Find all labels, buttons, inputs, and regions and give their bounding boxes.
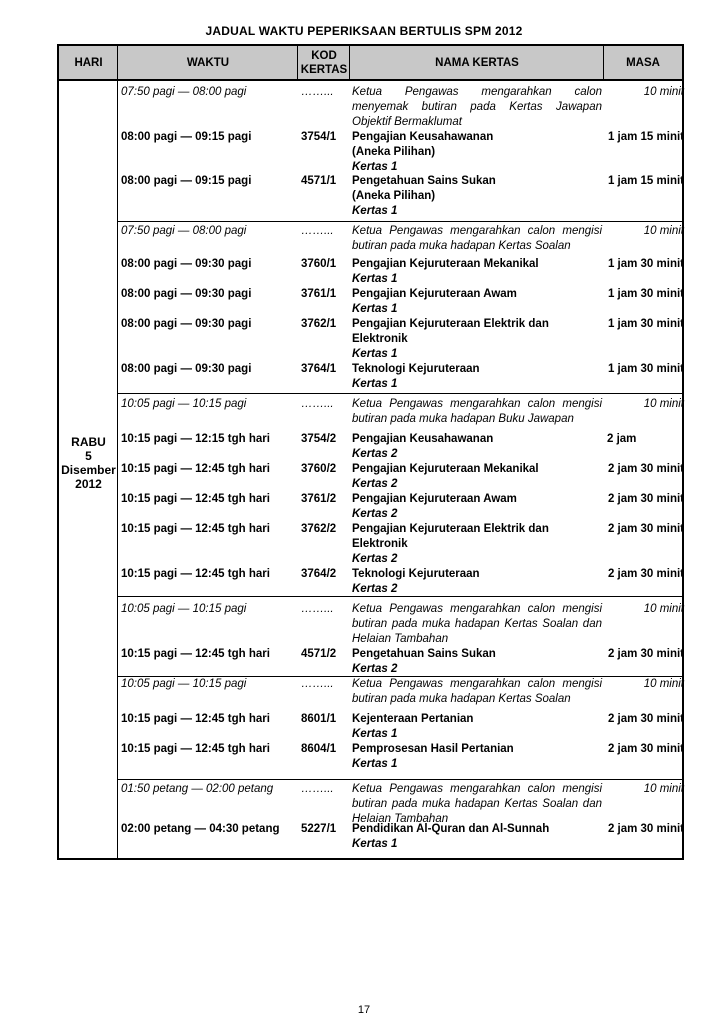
time-cell: 08:00 pagi — 09:30 pagi — [121, 318, 252, 330]
header-waktu: WAKTU — [186, 56, 230, 69]
code-cell: ……... — [301, 783, 334, 795]
duration-cell: 10 minit — [643, 783, 684, 795]
time-cell: 10:15 pagi — 12:45 tgh hari — [121, 523, 270, 535]
day-month: Disember — [61, 463, 116, 477]
duration-cell: 10 minit — [643, 678, 684, 690]
paper-name-cell — [352, 522, 602, 566]
time-cell: 10:05 pagi — 10:15 pagi — [121, 678, 247, 690]
duration-cell: 1 jam 30 minit — [607, 288, 684, 300]
paper-name-cell — [352, 362, 602, 392]
paper-number: Kertas 2 — [352, 552, 398, 565]
code-cell: ……... — [301, 225, 334, 237]
paper-name: Teknologi Kejuruteraan — [352, 568, 480, 580]
instruction-cell: Ketua Pengawas mengarahkan calon menyemak butiran pada Kertas Jawapan Objektif Bermaklumat — [352, 86, 602, 128]
time-cell: 07:50 pagi — 08:00 pagi — [121, 225, 247, 237]
day-year: 2012 — [75, 477, 102, 491]
table-header — [59, 46, 682, 81]
header-kod-line2: KERTAS — [300, 63, 348, 76]
time-cell: 10:15 pagi — 12:45 tgh hari — [121, 568, 270, 580]
instruction-cell: Ketua Pengawas mengarahkan calon mengisi butiran pada muka hadapan Kertas Soalan dan Helaian Tambahan — [352, 603, 602, 645]
duration-cell: 10 minit — [643, 398, 684, 410]
paper-number: Kertas 1 — [352, 204, 398, 217]
paper-name: Pengajian Kejuruteraan Mekanikal — [352, 258, 539, 270]
paper-name: Pengajian Kejuruteraan Elektrik dan — [352, 318, 549, 330]
duration-cell: 2 jam 30 minit — [607, 493, 684, 505]
duration-cell: 1 jam 30 minit — [607, 318, 684, 330]
time-cell: 07:50 pagi — 08:00 pagi — [121, 86, 247, 98]
day-date: 5 — [85, 449, 92, 463]
paper-name-cell — [352, 432, 602, 462]
paper-name: Pengajian Kejuruteraan Awam — [352, 288, 517, 300]
paper-number: Kertas 1 — [352, 727, 398, 740]
duration-cell: 1 jam 30 minit — [607, 363, 684, 375]
time-cell: 08:00 pagi — 09:15 pagi — [121, 175, 252, 187]
duration-cell: 2 jam 30 minit — [607, 823, 684, 835]
time-cell: 08:00 pagi — 09:15 pagi — [121, 131, 252, 143]
paper-name: Teknologi Kejuruteraan — [352, 363, 480, 375]
paper-number: Kertas 1 — [352, 302, 398, 315]
code-cell: 3761/1 — [301, 288, 337, 300]
duration-cell: 2 jam 30 minit — [607, 743, 684, 755]
instruction-cell: Ketua Pengawas mengarahkan calon mengisi butiran pada muka hadapan Kertas Soalan — [352, 225, 602, 252]
timetable — [57, 44, 684, 860]
divider — [349, 46, 350, 81]
paper-name: Pemprosesan Hasil Pertanian — [352, 743, 514, 755]
time-cell: 10:05 pagi — 10:15 pagi — [121, 603, 247, 615]
paper-number: Kertas 1 — [352, 347, 398, 360]
code-cell: ……... — [301, 603, 334, 615]
instruction-cell: Ketua Pengawas mengarahkan calon mengisi butiran pada muka hadapan Kertas Soalan dan Helaian Tambahan — [352, 783, 602, 825]
duration-cell: 2 jam 30 minit — [607, 463, 684, 475]
code-cell: 3761/2 — [301, 493, 337, 505]
duration-cell: 10 minit — [643, 225, 684, 237]
page-number: 17 — [357, 1004, 371, 1016]
paper-name-cell — [352, 742, 602, 772]
code-cell: 3754/1 — [301, 131, 337, 143]
code-cell: 3760/2 — [301, 463, 337, 475]
paper-number: Kertas 1 — [352, 272, 398, 285]
paper-name: Pengajian Keusahawanan — [352, 131, 494, 143]
code-cell: ……... — [301, 398, 334, 410]
duration-cell: 10 minit — [643, 86, 684, 98]
paper-name: Pengetahuan Sains Sukan — [352, 648, 496, 660]
code-cell: 8601/1 — [301, 713, 337, 725]
code-cell: 3764/2 — [301, 568, 337, 580]
duration-cell: 1 jam 15 minit — [607, 175, 684, 187]
duration-cell: 2 jam 30 minit — [607, 523, 684, 535]
paper-name: Pengetahuan Sains Sukan — [352, 175, 496, 187]
duration-cell: 2 jam 30 minit — [607, 713, 684, 725]
code-cell: 3762/2 — [301, 523, 337, 535]
paper-number: Kertas 2 — [352, 507, 398, 520]
code-cell: ……... — [301, 86, 334, 98]
header-masa: MASA — [626, 56, 660, 69]
day-name: RABU — [71, 435, 106, 449]
time-cell: 10:15 pagi — 12:45 tgh hari — [121, 743, 270, 755]
divider — [603, 46, 604, 81]
duration-cell: 1 jam 15 minit — [607, 131, 684, 143]
instruction-cell: Ketua Pengawas mengarahkan calon mengisi butiran pada muka hadapan Kertas Soalan — [352, 678, 602, 705]
code-cell: 4571/1 — [301, 175, 337, 187]
duration-cell: 1 jam 30 minit — [607, 258, 684, 270]
paper-name-cell — [352, 287, 602, 317]
paper-number: Kertas 1 — [352, 837, 398, 850]
paper-name: Pengajian Kejuruteraan Elektrik dan — [352, 523, 549, 535]
divider — [118, 393, 682, 394]
time-cell: 08:00 pagi — 09:30 pagi — [121, 288, 252, 300]
paper-name-cell — [352, 130, 602, 174]
paper-number: Kertas 1 — [352, 160, 398, 173]
paper-number: Kertas 2 — [352, 477, 398, 490]
time-cell: 10:15 pagi — 12:45 tgh hari — [121, 713, 270, 725]
code-cell: 5227/1 — [301, 823, 337, 835]
code-cell: 3762/1 — [301, 318, 337, 330]
paper-subtitle: Elektronik — [352, 332, 408, 345]
paper-number: Kertas 2 — [352, 662, 398, 675]
code-cell: 3754/2 — [301, 433, 337, 445]
paper-name-cell — [352, 647, 602, 677]
paper-number: Kertas 1 — [352, 757, 398, 770]
duration-cell: 10 minit — [643, 603, 684, 615]
duration-cell: 2 jam 30 minit — [607, 648, 684, 660]
paper-name-cell — [352, 257, 602, 287]
time-cell: 10:15 pagi — 12:45 tgh hari — [121, 463, 270, 475]
day-cell — [59, 435, 118, 491]
time-cell: 01:50 petang — 02:00 petang — [121, 783, 274, 795]
duration-cell: 2 jam 30 minit — [607, 568, 684, 580]
divider — [118, 221, 682, 222]
paper-subtitle: (Aneka Pilihan) — [352, 145, 436, 158]
paper-number: Kertas 1 — [352, 377, 398, 390]
paper-name: Kejenteraan Pertanian — [352, 713, 474, 725]
paper-name-cell — [352, 462, 602, 492]
header-kod — [298, 46, 350, 79]
code-cell: 4571/2 — [301, 648, 337, 660]
header-hari: HARI — [74, 56, 103, 69]
time-cell: 10:15 pagi — 12:15 tgh hari — [121, 433, 270, 445]
page-title: JADUAL WAKTU PEPERIKSAAN BERTULIS SPM 2012 — [205, 24, 523, 38]
time-cell: 10:05 pagi — 10:15 pagi — [121, 398, 247, 410]
paper-name-cell — [352, 174, 602, 218]
paper-name: Pendidikan Al-Quran dan Al-Sunnah — [352, 823, 550, 835]
code-cell: 3760/1 — [301, 258, 337, 270]
paper-name: Pengajian Kejuruteraan Mekanikal — [352, 463, 539, 475]
header-kod-line1: KOD — [311, 49, 337, 62]
time-cell: 10:15 pagi — 12:45 tgh hari — [121, 648, 270, 660]
divider — [297, 46, 298, 81]
paper-name: Pengajian Keusahawanan — [352, 433, 494, 445]
paper-name-cell — [352, 492, 602, 522]
paper-name-cell — [352, 712, 602, 742]
paper-name-cell — [352, 317, 602, 361]
paper-subtitle: (Aneka Pilihan) — [352, 189, 436, 202]
time-cell: 08:00 pagi — 09:30 pagi — [121, 258, 252, 270]
time-cell: 08:00 pagi — 09:30 pagi — [121, 363, 252, 375]
code-cell: ……... — [301, 678, 334, 690]
paper-subtitle: Elektronik — [352, 537, 408, 550]
instruction-cell: Ketua Pengawas mengarahkan calon mengisi butiran pada muka hadapan Buku Jawapan — [352, 398, 602, 425]
divider — [118, 779, 682, 780]
paper-number: Kertas 2 — [352, 447, 398, 460]
time-cell: 10:15 pagi — 12:45 tgh hari — [121, 493, 270, 505]
paper-number: Kertas 2 — [352, 582, 398, 595]
code-cell: 8604/1 — [301, 743, 337, 755]
paper-name: Pengajian Kejuruteraan Awam — [352, 493, 517, 505]
duration-cell: 2 jam — [607, 433, 637, 445]
paper-name-cell — [352, 567, 602, 597]
header-nama: NAMA KERTAS — [435, 56, 519, 69]
code-cell: 3764/1 — [301, 363, 337, 375]
time-cell: 02:00 petang — 04:30 petang — [121, 823, 280, 835]
paper-name-cell — [352, 822, 602, 852]
